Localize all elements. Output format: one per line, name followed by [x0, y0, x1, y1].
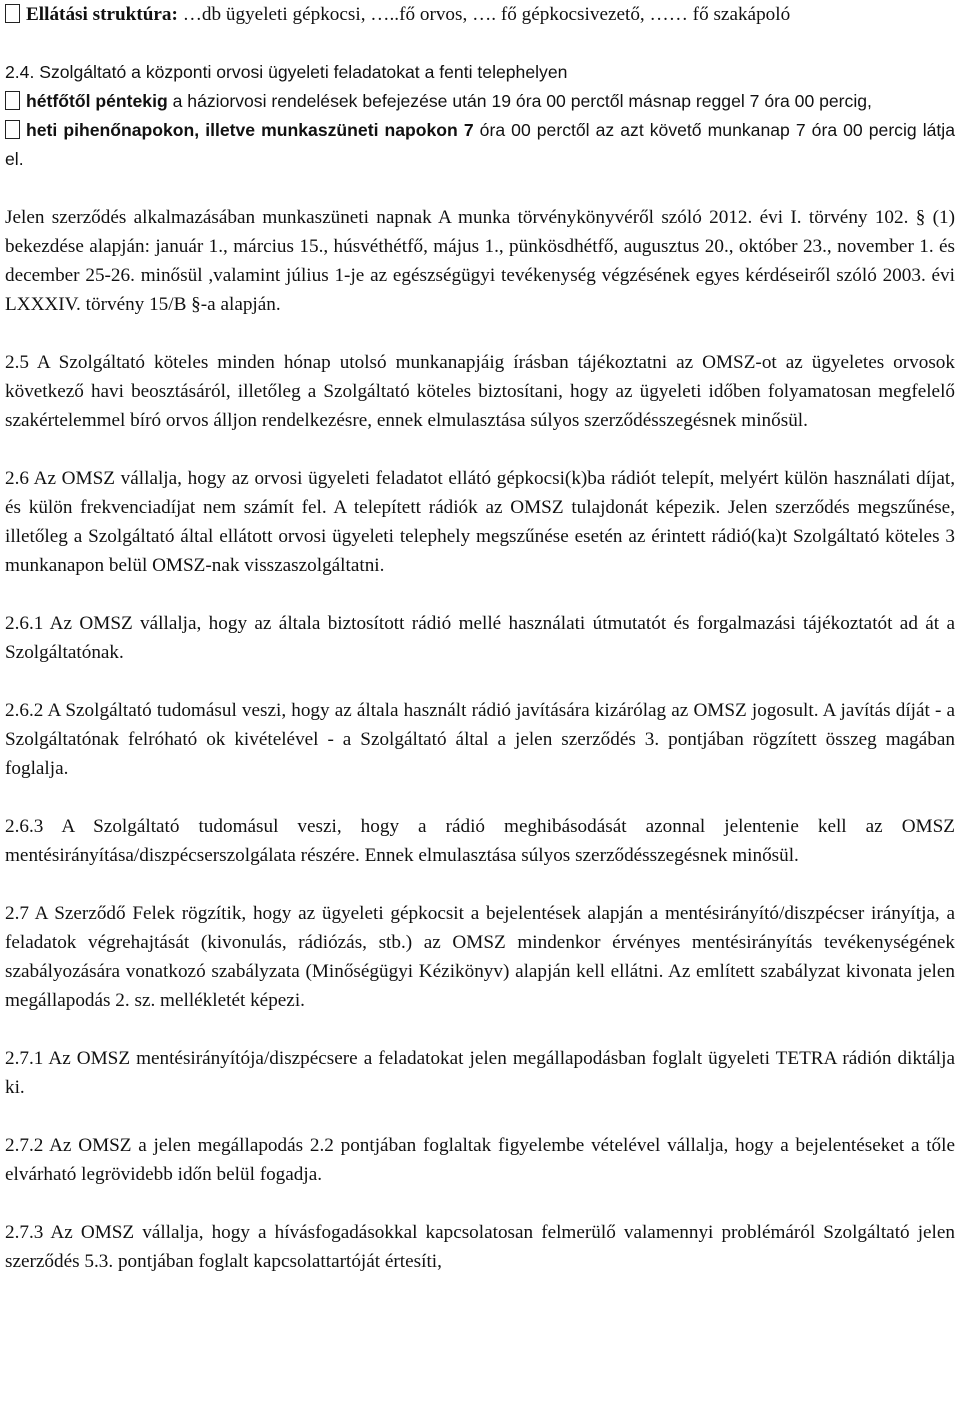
staffing-structure-text: …db ügyeleti gépkocsi, …..fő orvos, …. fő gépkocsivezető, …… fő szakápoló: [177, 4, 791, 25]
document-page: [5, 0, 955, 1276]
section-2-4-item-weekdays: [5, 87, 955, 116]
paragraph-2-7-1: 2.7.1 Az OMSZ mentésirányítója/diszpécsere a feladatokat jelen megállapodásban foglalt ügyeleti TETRA rádión diktálja ki.: [5, 1048, 955, 1098]
spacer: [5, 1015, 955, 1044]
holidays-text: óra 00 perctől az azt követő munkanap 7 óra 00 percig látja el.: [5, 120, 955, 169]
paragraph-2-6-1: 2.6.1 Az OMSZ vállalja, hogy az általa biztosított rádió mellé használati útmutatót és forgalmazási tájékoztatót ad át a Szolgáltatónak.: [5, 613, 955, 663]
spacer: [5, 435, 955, 464]
paragraph-2-6-3: 2.6.3 A Szolgáltató tudomásul veszi, hogy a rádió meghibásodását azonnal jelentenie kell az OMSZ mentésirányítása/diszpécserszolgálata részére. Ennek elmulasztása súlyos szerződésszegésnek minősül.: [5, 816, 955, 866]
spacer: [5, 667, 955, 696]
paragraph-2-6-2: 2.6.2 A Szolgáltató tudomásul veszi, hogy az általa használt rádió javítására kizárólag az OMSZ jogosult. A javítás díját - a Szolgáltatónak felróható ok kivételével - a Szolgáltató által a jelen szerződés 3. pontjában rögzített összeg magában foglalja.: [5, 700, 955, 779]
spacer: [5, 870, 955, 899]
checkbox-bullet-icon: [5, 91, 20, 110]
weekdays-label: hétfőtől péntekig: [26, 91, 168, 111]
spacer: [5, 580, 955, 609]
staffing-structure-label: Ellátási struktúra:: [26, 4, 178, 25]
weekdays-text: a háziorvosi rendelések befejezése után 19 óra 00 perctől másnap reggel 7 óra 00 percig,: [167, 91, 872, 111]
paragraph-2-5: 2.5 A Szolgáltató köteles minden hónap utolsó munkanapjáig írásban tájékoztatni az OMSZ-ot az ügyeletes orvosok következő havi beosztásáról, illetőleg a Szolgáltató köteles biztosítani, hogy az ügyeleti időben folyamatosan megfelelő szakértelemmel bíró orvos álljon rendelkezésre, ennek elmulasztása súlyos szerződésszegésnek minősül.: [5, 352, 955, 431]
checkbox-bullet-icon: [5, 4, 20, 23]
spacer: [5, 1102, 955, 1131]
paragraph-2-6: 2.6 Az OMSZ vállalja, hogy az orvosi ügyeleti feladatot ellátó gépkocsi(k)ba rádiót telepít, melyért külön használati díjat, és külön frekvenciadíjat nem számít fel. A telepített rádiók az OMSZ tulajdonát képezik. Jelen szerződés megszűnése, illetőleg a Szolgáltató által ellátott orvosi ügyeleti telephely megszűnése esetén az érintett rádió(ka)t Szolgáltató köteles 3 munkanapon belül OMSZ-nak visszaszolgáltatni.: [5, 468, 955, 576]
staffing-structure-line: [5, 0, 955, 29]
paragraph-2-7-3: 2.7.3 Az OMSZ vállalja, hogy a hívásfogadásokkal kapcsolatosan felmerülő valamennyi problémáról Szolgáltató jelen szerződés 5.3. pontjában foglalt kapcsolattartóját értesíti,: [5, 1222, 955, 1272]
checkbox-bullet-icon: [5, 120, 20, 139]
spacer: [5, 174, 955, 203]
holidays-label: heti pihenőnapokon, illetve munkaszüneti napokon 7: [26, 120, 474, 140]
section-2-4-intro: 2.4. Szolgáltató a központi orvosi ügyeleti feladatokat a fenti telephelyen: [5, 62, 568, 82]
spacer: [5, 319, 955, 348]
spacer: [5, 783, 955, 812]
spacer: [5, 29, 955, 58]
section-2-4-item-holidays: [5, 116, 955, 174]
paragraph-2-7-2: 2.7.2 Az OMSZ a jelen megállapodás 2.2 pontjában foglaltak figyelembe vételével vállalja, hogy a bejelentéseket a tőle elvárható legrövidebb időn belül fogadja.: [5, 1135, 955, 1185]
paragraph-2-7: 2.7 A Szerződő Felek rögzítik, hogy az ügyeleti gépkocsit a bejelentések alapján a mentésirányító/diszpécser irányítja, a feladatok végrehajtását (kivonulás, rádiózás, stb.) az OMSZ mindenkor érvényes mentésirányítás tevékenységének szabályozására vonatkozó szabályzata (Minőségügyi Kézikönyv) alapján kell ellátni. Az említett szabályzat kivonata jelen megállapodás 2. sz. mellékletét képezi.: [5, 903, 955, 1011]
paragraph-holiday-definition: Jelen szerződés alkalmazásában munkaszüneti napnak A munka törvénykönyvéről szóló 2012. évi I. törvény 102. § (1) bekezdése alapján: január 1., március 15., húsvéthétfő, május 1., pünkösdhétfő, augusztus 20., október 23., november 1. és december 25-26. minősül ,valamint július 1-je az egészségügyi tevékenység végzésének egyes kérdéseiről szóló 2003. évi LXXXIV. törvény 15/B §-a alapján.: [5, 207, 955, 315]
spacer: [5, 1189, 955, 1218]
